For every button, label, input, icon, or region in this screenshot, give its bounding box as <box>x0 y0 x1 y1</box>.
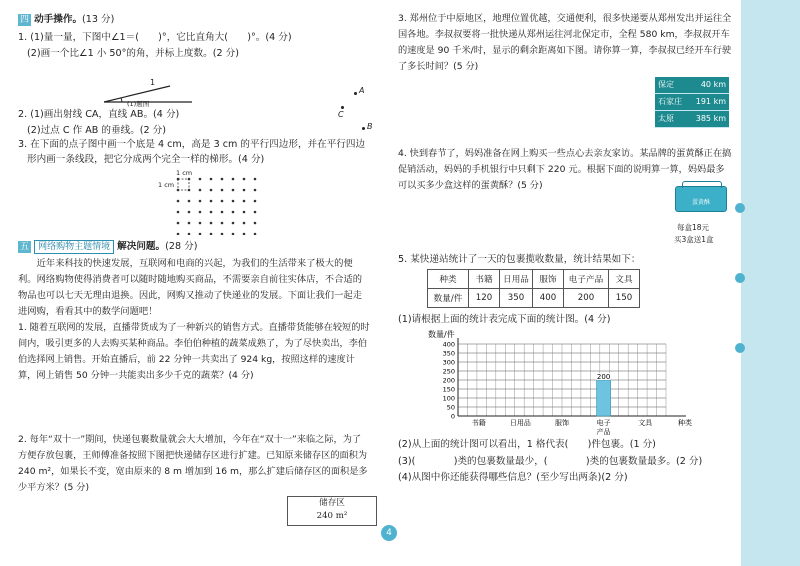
sales-table <box>427 269 640 308</box>
point-c-label: C <box>338 110 344 119</box>
grid-dot <box>232 178 235 181</box>
grid-dot <box>243 222 246 225</box>
grid-dot <box>210 222 213 225</box>
grid-dot <box>199 233 202 235</box>
grid-dot <box>177 233 180 235</box>
section5-number: 五 <box>20 242 30 252</box>
section4-heading <box>18 13 114 27</box>
strip-marker <box>735 273 745 283</box>
s4-q3-line1: 3. 在下面的点子图中画一个底是 4 cm，高是 3 cm 的平行四边形，并在平行四边 <box>18 139 366 150</box>
chart-ylabel: 数量/件 <box>428 330 455 339</box>
chart-ytick-label: 400 <box>442 340 455 349</box>
r-q3: 3. 郑州位于中原地区，地理位置优越，交通便利，很多快递要从郑州发出并运往全国各地。李叔叔要将一批快递从郑州运往河北保定市，全程 580 km，李叔叔开车的速度是 90 千米/时，显示的剩余距离如下图。请你算一算，李叔叔已经开车行驶了多长时间？(5 分) <box>398 13 732 72</box>
table-header: 电子产品 <box>564 270 609 289</box>
grid-dot <box>210 233 213 235</box>
box-label: 蛋黄酥 <box>691 199 710 206</box>
grid-dot <box>243 189 246 192</box>
grid-dot <box>221 189 224 192</box>
grid-dot <box>221 178 224 181</box>
chart-xlabel: 种类 <box>678 419 692 427</box>
section5-heading <box>18 240 197 254</box>
grid-dot <box>199 189 202 192</box>
side-strip <box>741 0 800 566</box>
sign-row <box>655 94 729 111</box>
chart-xtick-label: 书籍 <box>471 419 486 427</box>
sign-dist: 385 km <box>695 114 726 123</box>
storage-title: 储存区 <box>319 498 345 508</box>
grid-dot <box>188 233 191 235</box>
distance-signboard <box>655 77 729 127</box>
table-row-label: 数量/件 <box>428 289 469 308</box>
grid-dot <box>232 211 235 214</box>
bar-chart <box>420 328 720 438</box>
r-q5-sub1: (1)请根据上面的统计表完成下面的统计图。(4 分) <box>398 314 611 325</box>
storage-area-diagram <box>287 496 377 526</box>
s4-q2-line1: 2. (1)画出射线 CA，直线 AB。(4 分) <box>18 109 180 120</box>
section5-tag: 网络购物主题情境 <box>34 240 114 254</box>
grid-scale-left: 1 cm <box>158 181 175 189</box>
grid-dot <box>177 200 180 203</box>
grid-dot <box>254 222 257 225</box>
grid-dot <box>254 178 257 181</box>
grid-dot <box>188 200 191 203</box>
box-handle <box>682 181 722 188</box>
grid-dot <box>221 233 224 235</box>
table-header: 书籍 <box>469 270 500 289</box>
s4-q3-line2: 形内画一条线段，把它分成两个完全一样的梯形。(4 分) <box>27 154 265 165</box>
table-header: 日用品 <box>500 270 533 289</box>
grid-dot <box>243 200 246 203</box>
grid-unit-square <box>178 179 189 190</box>
grid-dot <box>254 233 257 235</box>
table-header-row <box>428 270 640 289</box>
dot-grid[interactable] <box>174 175 266 235</box>
section4-title: 动手操作。 <box>34 14 83 25</box>
chart-xtick-label: 文具 <box>638 419 653 427</box>
section4-score: (13 分) <box>82 14 115 25</box>
grid-dot <box>254 200 257 203</box>
table-cell: 200 <box>564 289 609 308</box>
table-header: 文具 <box>609 270 640 289</box>
grid-dot <box>254 189 257 192</box>
r-q4: 4. 快到春节了，妈妈准备在网上购买一些点心去亲友家访。某品牌的蛋黄酥正在搞促销活动，妈妈的手机银行中只剩下 220 元。根据下面的说明算一算，妈妈最多可以买多少盒这样的蛋黄酥？(5 分) <box>398 148 732 191</box>
grid-dot <box>232 200 235 203</box>
r-q5-sub2: (2)从上面的统计图可以看出，1 格代表( )件包裹。(1 分) <box>398 439 656 450</box>
table-cell: 350 <box>500 289 533 308</box>
grid-dot <box>177 222 180 225</box>
grid-dot <box>243 178 246 181</box>
grid-dot <box>232 222 235 225</box>
chart-xtick-label: 服饰 <box>555 419 569 427</box>
s4-q1-line2: (2)画一个比∠1 小 50°的角，并标上度数。(2 分) <box>27 48 239 59</box>
chart-ytick-label: 300 <box>442 358 455 367</box>
sign-row <box>655 111 729 128</box>
s4-q2-line2: (2)过点 C 作 AB 的垂线。(2 分) <box>27 125 167 136</box>
chart-xtick-label: 产品 <box>596 428 611 436</box>
table-cell: 120 <box>469 289 500 308</box>
section5-score: (28 分) <box>165 241 198 252</box>
r-q5-sub4: (4)从图中你还能获得哪些信息？(至少写出两条)(2 分) <box>398 472 628 483</box>
s5-q1: 1. 随着互联网的发展，直播带货成为了一种新兴的销售方式。直播带货能够在较短的时间内，吸引更多的人去购买某种商品。李伯伯种植的蔬菜成熟了，为了尽快卖出，李伯伯选择网上销售。开始直播后，前 22 分钟一共卖出了 924 kg，按照这样的速度计算，网上销售 50 分钟一共能卖出多少千克的蔬菜？(4 分) <box>18 322 370 381</box>
chart-data-label: 200 <box>596 373 611 381</box>
table-cell: 400 <box>533 289 564 308</box>
section5-intro: 近年来科技的快速发展，互联网和电商的兴起，为我们的生活带来了极大的便利。网络购物使得消费者可以随时随地购买商品，不需要亲自前往实体店，不合适的物品也可以七天无理由退换。因此，网购又推动了快递业的发展。下面让我们一起走进网购，看看其中的数学问题吧！ <box>18 258 362 317</box>
grid-dot <box>177 211 180 214</box>
grid-dot <box>210 200 213 203</box>
grid-dot <box>188 211 191 214</box>
promo-price: 每盒18元 <box>677 223 710 232</box>
section5-title: 解决问题。 <box>117 241 166 252</box>
grid-dot <box>221 200 224 203</box>
angle-caption: (1)题图 <box>127 100 150 108</box>
point-b-dot <box>362 127 365 130</box>
grid-dot <box>243 233 246 235</box>
page-number: 4 <box>381 525 397 541</box>
chart-ytick-label: 150 <box>442 385 455 394</box>
angle-label: 1 <box>150 78 156 87</box>
grid-dot <box>199 222 202 225</box>
chart-ytick-label: 350 <box>442 349 455 358</box>
sign-row <box>655 77 729 94</box>
grid-scale-top: 1 cm <box>176 169 193 177</box>
grid-dot <box>243 211 246 214</box>
point-b-label: B <box>367 122 373 131</box>
strip-marker <box>735 203 745 213</box>
chart-ytick-label: 200 <box>442 376 455 385</box>
grid-dot <box>199 200 202 203</box>
grid-dot <box>210 189 213 192</box>
s5-q2: 2. 每年“双十一”期间，快递包裹数量就会大大增加，今年在“双十一”来临之际，为了方便存放包裹，王师傅准备按照下图把快递储存区进行扩建。已知原来储存区的面积为 240 m²，如果长不变，宽由原来的 8 m 增加到 16 m，那么扩建后储存区的面积是多少平方米？(5 分) <box>18 434 368 493</box>
chart-ytick-label: 100 <box>442 394 455 403</box>
point-a-label: A <box>359 86 365 95</box>
chart-bar <box>597 380 611 416</box>
point-c-dot <box>341 106 344 109</box>
chart-xtick-label: 电子 <box>596 419 611 427</box>
chart-ytick-label: 0 <box>450 412 455 421</box>
grid-dot <box>232 233 235 235</box>
s4-q1-line1: 1. (1)量一量，下图中∠1＝( )°，它比直角大( )°。(4 分) <box>18 32 292 43</box>
r-q5-sub3: (3)( )类的包裹数量最少，( )类的包裹数量最多。(2 分) <box>398 456 703 467</box>
point-a-dot <box>354 92 357 95</box>
grid-dot <box>199 211 202 214</box>
sign-city: 石家庄 <box>658 97 682 106</box>
grid-dot <box>188 222 191 225</box>
grid-dot <box>210 178 213 181</box>
chart-ytick-label: 50 <box>446 403 455 412</box>
grid-dot <box>210 211 213 214</box>
promo-offer: 买3盒送1盒 <box>674 235 714 244</box>
sign-dist: 40 km <box>700 80 726 89</box>
r-q5: 5. 某快递站统计了一天的包裹揽收数量，统计结果如下： <box>398 254 641 265</box>
table-row <box>428 289 640 308</box>
table-cell: 150 <box>609 289 640 308</box>
strip-marker <box>735 343 745 353</box>
sign-city: 保定 <box>658 80 674 89</box>
sign-dist: 191 km <box>695 97 726 106</box>
storage-area: 240 m² <box>316 511 348 521</box>
grid-dot <box>199 178 202 181</box>
pastry-box-icon <box>675 186 727 212</box>
sign-city: 太原 <box>658 114 674 123</box>
grid-dot <box>221 222 224 225</box>
grid-dot <box>221 211 224 214</box>
table-header: 服饰 <box>533 270 564 289</box>
chart-xtick-label: 日用品 <box>509 419 531 427</box>
chart-ytick-label: 250 <box>442 367 455 376</box>
table-header: 种类 <box>428 270 469 289</box>
grid-dot <box>254 211 257 214</box>
section4-number: 四 <box>20 15 30 25</box>
grid-dot <box>232 189 235 192</box>
